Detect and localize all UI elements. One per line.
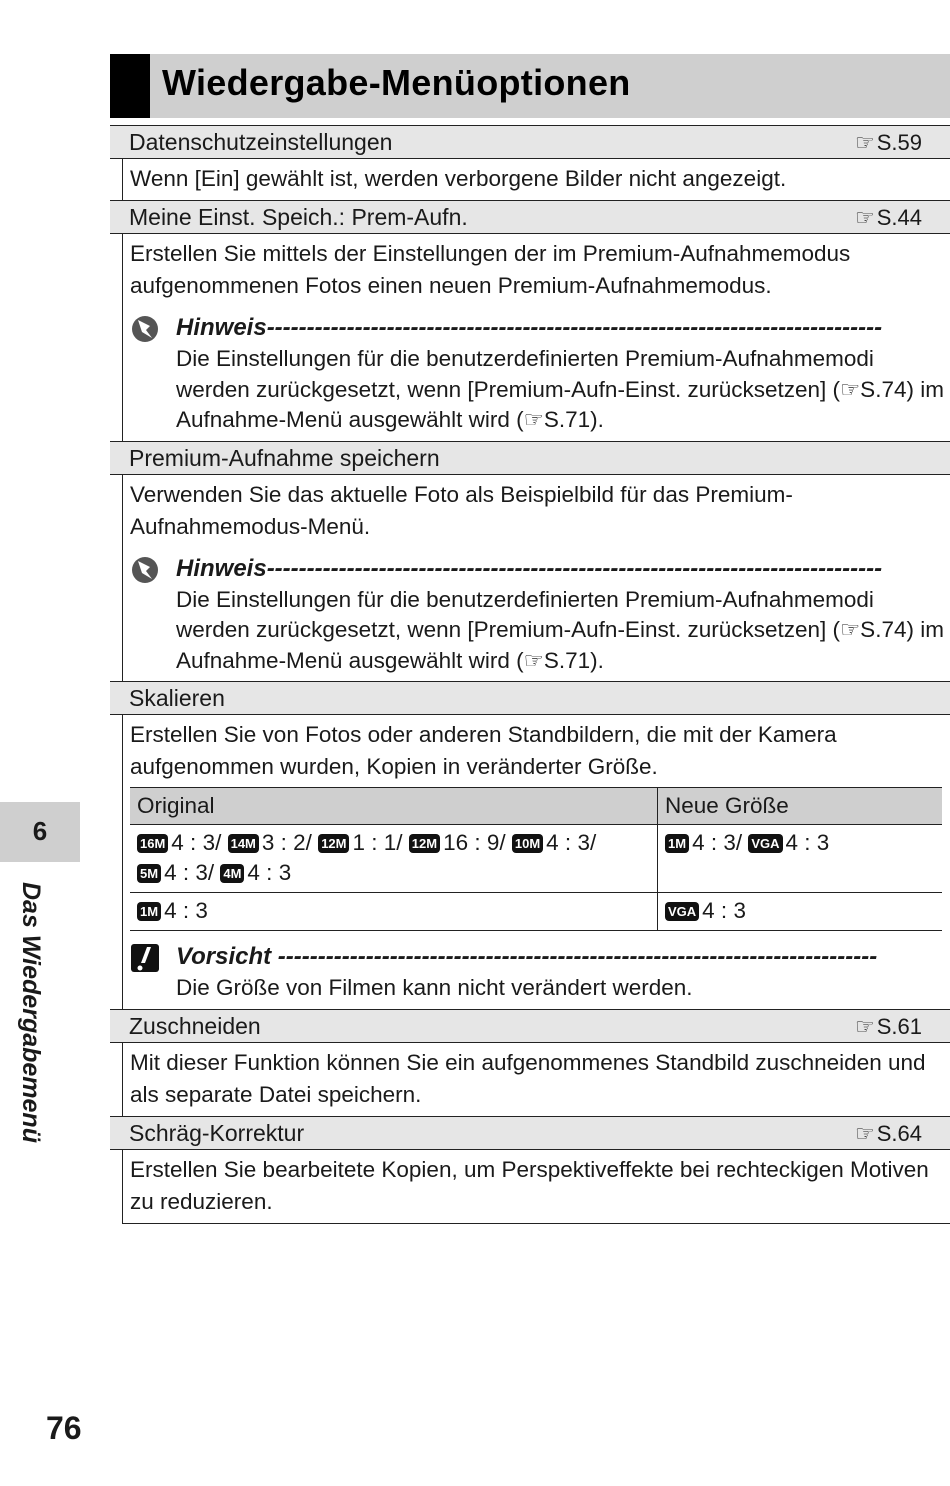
section-text: Erstellen Sie mittels der Einstellungen der im Premium-Aufnahmemodus aufgenommenen Fotos einen neuen Premium-Aufnahmemodus. [130, 241, 851, 298]
table-header-row [130, 788, 942, 825]
aspect-ratio-text: 4 : 3 [164, 898, 208, 923]
chapter-number: 6 [32, 816, 48, 846]
section-heading [110, 441, 950, 475]
size-badge-icon: 5M [137, 864, 161, 883]
page-ref-text: S.59 [876, 130, 922, 155]
reference-icon: ☞ [855, 1013, 875, 1039]
note-icon [130, 555, 160, 585]
section-heading [110, 200, 950, 234]
aspect-ratio-text: 3 : 2/ [261, 830, 319, 855]
aspect-ratio-text: 4 : 3/ [546, 830, 597, 855]
aspect-ratio-text: 1 : 1/ [352, 830, 409, 855]
size-list [137, 858, 650, 888]
caution-text: Die Größe von Filmen kann nicht verändert werden. [176, 975, 693, 1000]
section-heading [110, 681, 950, 715]
caution-title: Vorsicht --------------------------------------------------------------------------- [176, 943, 878, 970]
page-ref-text: S.44 [876, 205, 922, 230]
section-title: Schräg-Korrektur [129, 1119, 305, 1146]
table-cell-new [658, 825, 943, 893]
size-badge-icon: 16M [137, 834, 168, 853]
table-cell-new [658, 893, 943, 931]
section-body: Wenn [Ein] gewählt ist, werden verborgene Bilder nicht angezeigt. [122, 159, 950, 200]
size-list [665, 896, 935, 926]
note-box [130, 553, 950, 677]
page-number: 76 [46, 1410, 82, 1446]
page-ref[interactable] [855, 1010, 922, 1043]
table-cell-original [130, 893, 658, 931]
title-marker [110, 54, 150, 118]
content [110, 125, 950, 1224]
aspect-ratio-text: 4 : 3 [702, 898, 746, 923]
size-badge-icon: 1M [137, 902, 161, 921]
caution-box [130, 941, 950, 1004]
size-list [137, 828, 650, 858]
size-badge-icon: 1M [665, 834, 689, 853]
page-ref-text: S.61 [876, 1013, 922, 1039]
page-ref[interactable] [855, 126, 922, 159]
aspect-ratio-text: 4 : 3 [785, 830, 830, 855]
chapter-tab [0, 802, 80, 862]
section-body [122, 715, 950, 1009]
size-badge-icon: VGA [665, 902, 699, 921]
section-text: Erstellen Sie von Fotos oder anderen Standbildern, die mit der Kamera aufgenommen wurden, Kopien in veränderter Größe. [130, 722, 837, 779]
title-bar [110, 54, 950, 118]
note-title: Hinweis----------------------------------------------------------------------------- [176, 554, 883, 582]
page-ref[interactable] [855, 201, 922, 234]
size-table [130, 787, 942, 931]
table-row [130, 825, 942, 893]
aspect-ratio-text: 16 : 9/ [443, 830, 512, 855]
table-cell-original [130, 825, 658, 893]
note-title: Hinweis----------------------------------------------------------------------------- [176, 314, 883, 341]
table-row [130, 893, 942, 931]
reference-icon: ☞ [855, 1120, 875, 1146]
size-list [665, 828, 935, 858]
note-box [130, 312, 950, 436]
section-body: Mit dieser Funktion können Sie ein aufgenommenes Standbild zuschneiden und als separate Datei speichern. [122, 1043, 950, 1116]
section-text: Verwenden Sie das aktuelle Foto als Beispielbild für das Premium-Aufnahmemodus-Menü. [130, 481, 793, 539]
section-title: Zuschneiden [129, 1012, 261, 1039]
section-title: Meine Einst. Speich.: Prem-Aufn. [129, 204, 468, 230]
reference-icon: ☞ [855, 205, 875, 230]
page-ref[interactable] [855, 1117, 922, 1150]
aspect-ratio-text: 4 : 3/ [171, 830, 228, 855]
reference-icon: ☞ [855, 130, 875, 155]
section-body [122, 475, 950, 682]
chapter-label: Das Wiedergabemenü [17, 882, 45, 1143]
note-text: Die Einstellungen für die benutzerdefinierten Premium-Aufnahmemodi werden zurückgesetzt, wenn [Premium-Aufn-Einst. zurücksetzen] (☞S.74) im Aufnahme-Menü ausgewählt wird (☞S.71). [176, 346, 944, 432]
page-ref-text: S.64 [876, 1120, 922, 1146]
section-title: Skalieren [129, 685, 225, 711]
aspect-ratio-text: 4 : 3/ [164, 860, 221, 885]
size-badge-icon: 12M [409, 834, 440, 853]
size-badge-icon: 12M [318, 834, 349, 853]
section-heading [110, 1116, 950, 1150]
section-heading [110, 1009, 950, 1043]
table-header: Neue Größe [658, 788, 943, 825]
section-heading [110, 125, 950, 159]
aspect-ratio-text: 4 : 3/ [692, 830, 749, 855]
page-title: Wiedergabe-Menüoptionen [162, 62, 631, 103]
size-badge-icon: VGA [748, 834, 782, 853]
size-list [137, 896, 650, 926]
size-badge-icon: 14M [228, 834, 259, 853]
section-title: Datenschutzeinstellungen [129, 129, 393, 155]
section-body [122, 234, 950, 441]
section-body: Erstellen Sie bearbeitete Kopien, um Perspektiveffekte bei rechteckigen Motiven zu reduzieren. [122, 1150, 950, 1224]
table-header: Original [130, 788, 658, 825]
section-title: Premium-Aufnahme speichern [129, 444, 440, 471]
aspect-ratio-text: 4 : 3 [247, 860, 292, 885]
note-icon [130, 314, 160, 344]
size-badge-icon: 4M [220, 864, 244, 883]
size-badge-icon: 10M [512, 834, 543, 853]
caution-icon [130, 943, 160, 973]
note-text: Die Einstellungen für die benutzerdefinierten Premium-Aufnahmemodi werden zurückgesetzt, wenn [Premium-Aufn-Einst. zurücksetzen] (☞S.74) im Aufnahme-Menü ausgewählt wird (☞S.71). [176, 586, 944, 673]
